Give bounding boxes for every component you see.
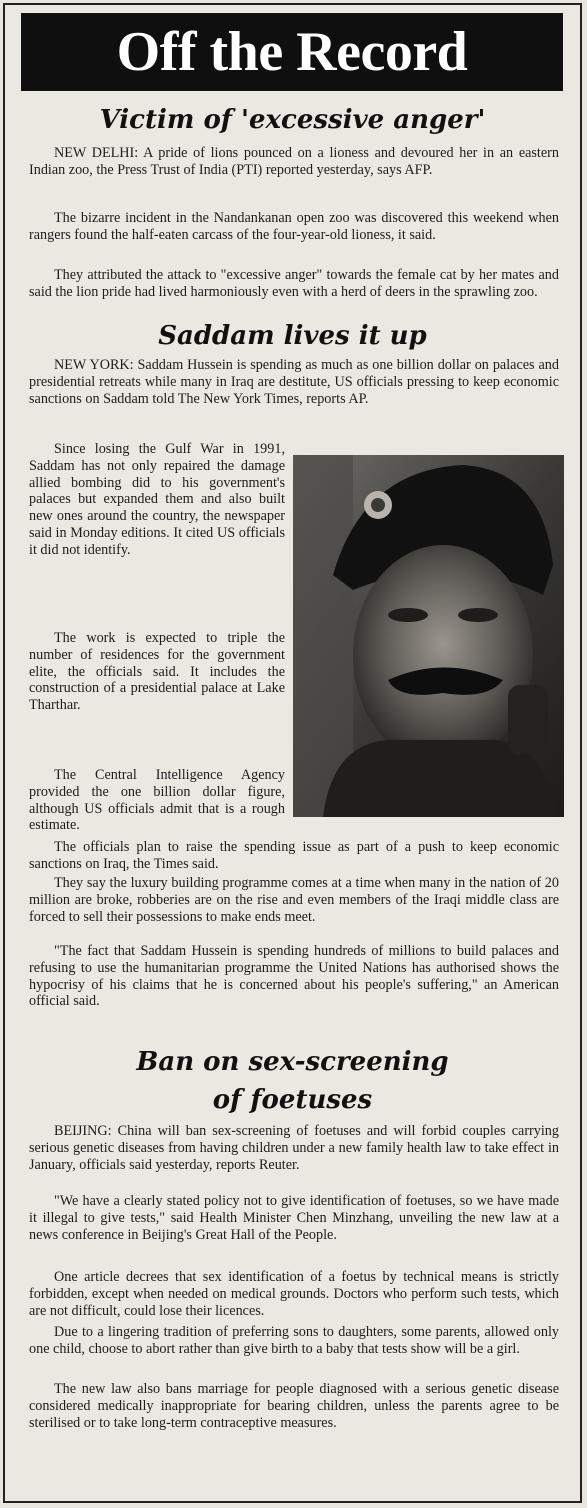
masthead-title: Off the Record	[21, 13, 563, 91]
article-2-paragraph-7: "The fact that Saddam Hussein is spending hundreds of millions to build palaces and refusing to use the humanitarian programme the United Nations has authorised shows the hypocrisy of his claims that he is concerned about his people's suffering," an American official said.	[29, 943, 559, 1010]
article-1-headline: Victim of 'excessive anger'	[99, 105, 486, 135]
article-2-paragraph-2: Since losing the Gulf War in 1991, Saddam has not only repaired the damage allied bombing did to his government's palaces but expanded them and also built new ones around the country, the newspaper said in Monday editions. It cited US officials it did not identify.	[29, 441, 285, 558]
article-2-headline: Saddam lives it up	[158, 321, 427, 351]
article-3-paragraph-2: "We have a clearly stated policy not to give identification of foetuses, so we have made it illegal to give tests," said Health Minister Chen Minzhang, unveiling the new law at a news conference in Beijing's Great Hall of the People.	[29, 1193, 559, 1243]
article-2-paragraph-6: They say the luxury building programme comes at a time when many in the nation of 20 million are broke, robberies are on the rise and even members of the Iraqi middle class are forced to sell their possessions to make ends meet.	[29, 875, 559, 925]
article-3-paragraph-1: BEIJING: China will ban sex-screening of foetuses and will forbid couples carrying serious genetic diseases from having children under a new family health law to take effect in January, officials said yesterday, reports Reuter.	[29, 1123, 559, 1173]
newspaper-clipping	[3, 3, 582, 1503]
article-2-paragraph-4: The Central Intelligence Agency provided the one billion dollar figure, although US officials admit that is a rough estimate.	[29, 767, 285, 834]
article-1-paragraph-1: NEW DELHI: A pride of lions pounced on a lioness and devoured her in an eastern Indian zoo, the Press Trust of India (PTI) reported yesterday, says AFP.	[29, 145, 559, 178]
saddam-hussein-photo	[293, 455, 564, 817]
article-1-paragraph-3: They attributed the attack to "excessive anger" towards the female cat by her mates and said the lion pride had lived harmoniously even with a herd of deers in the sprawling zoo.	[29, 267, 559, 300]
article-3-paragraph-4: Due to a lingering tradition of preferring sons to daughters, some parents, allowed only one child, choose to abort rather than give birth to a baby that tests show will be a girl.	[29, 1324, 559, 1357]
article-3-headline-line-1: Ban on sex-screening	[136, 1047, 449, 1077]
article-2-paragraph-1: NEW YORK: Saddam Hussein is spending as much as one billion dollar on palaces and presidential retreats while many in Iraq are destitute, US officials pressing to keep economic sanctions on Saddam told The New York Times, reports AP.	[29, 357, 559, 407]
article-1-paragraph-2: The bizarre incident in the Nandankanan open zoo was discovered this weekend when rangers found the half-eaten carcass of the four-year-old lioness, it said.	[29, 210, 559, 243]
article-3-paragraph-5: The new law also bans marriage for people diagnosed with a serious genetic disease considered medically inappropriate for bearing children, unless the parents agree to be sterilised or to take long-term contraceptive measures.	[29, 1381, 559, 1431]
article-2-paragraph-3: The work is expected to triple the number of residences for the government elite, the officials said. It includes the construction of a presidential palace at Lake Tharthar.	[29, 630, 285, 714]
article-3-paragraph-3: One article decrees that sex identification of a foetus by technical means is strictly forbidden, except when needed on medical grounds. Doctors who perform such tests, which are not difficult, could lose their licences.	[29, 1269, 559, 1319]
article-2-paragraph-5: The officials plan to raise the spending issue as part of a push to keep economic sanctions on Iraq, the Times said.	[29, 839, 559, 872]
article-3-headline-line-2: of foetuses	[212, 1085, 373, 1115]
